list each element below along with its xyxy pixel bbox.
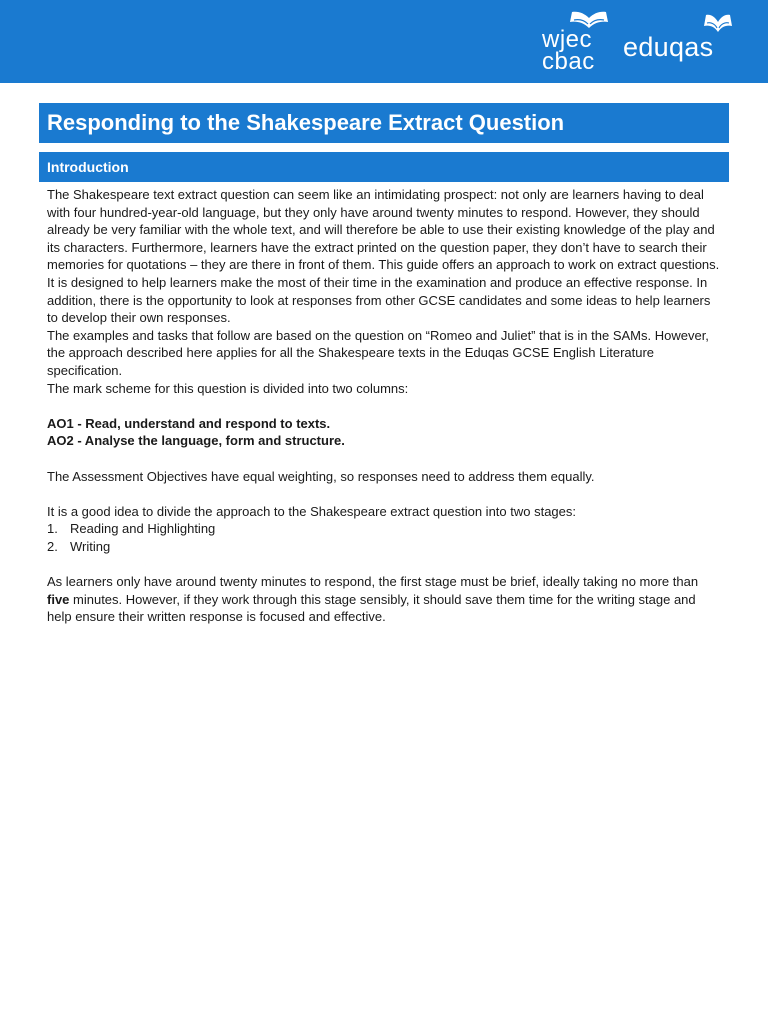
section-header (39, 152, 729, 182)
body-text (47, 186, 722, 626)
paragraph-1: The Shakespeare text extract question can seem like an intimidating prospect: not only are learners having to deal with four hundred-year-old language, but they only have around twenty minutes to respond. However, they should already be very familiar with the whole text, and will therefore be able to use their existing knowledge of the play and its characters. Furthermore, learners have the extract printed on the question paper, they don’t have to search their memories for quotations – they are there in front of them. This guide offers an approach to work on extract questions. It is designed to help learners make the most of their time in the examination and produce an effective response. In addition, there is the opportunity to look at responses from other GCSE candidates and some ideas to help learners to develop their own responses. (47, 187, 720, 326)
paragraph-6 (47, 573, 722, 626)
page-title: Responding to the Shakespeare Extract Question (47, 110, 565, 135)
paragraph-3: The mark scheme for this question is divided into two columns: (47, 380, 409, 396)
ao1-text: AO1 - Read, understand and respond to texts. (47, 415, 331, 431)
open-book-icon (703, 10, 733, 34)
paragraph-2: The examples and tasks that follow are based on the question on “Romeo and Juliet” that is in the SAMs. However, the approach described here applies for all the Shakespeare texts in the Eduqas GCSE English Literature specification. (47, 327, 709, 378)
header-bar (0, 0, 768, 83)
logo-eduqas-text: eduqas (623, 32, 714, 62)
ao2-text: AO2 - Analyse the language, form and structure. (47, 433, 345, 449)
paragraph-4: The Assessment Objectives have equal weighting, so responses need to address them equally. (47, 468, 595, 484)
wjec-cbac-logo (542, 8, 614, 76)
list-item (47, 520, 722, 538)
paragraph-6-start: As learners only have around twenty minutes to respond, the first stage must be brief, ideally taking no more than (47, 574, 699, 590)
logo-wjec-text: wjec (542, 26, 593, 53)
paragraph-6-end: minutes. However, if they work through this stage sensibly, it should save them time for the writing stage and help ensure their written response is focused and effective. (47, 591, 696, 625)
list-item (47, 538, 722, 556)
logo-cbac-text: cbac (542, 48, 595, 75)
list-item-text: Writing (70, 538, 111, 554)
list-number: 1. (47, 521, 58, 537)
list-item-text: Reading and Highlighting (70, 521, 216, 537)
list-number: 2. (47, 538, 58, 554)
eduqas-logo (623, 10, 733, 66)
section-title: Introduction (47, 159, 129, 175)
title-bar (39, 103, 729, 143)
paragraph-5: It is a good idea to divide the approach to the Shakespeare extract question into two stages: (47, 503, 577, 519)
paragraph-6-emphasis: five (47, 591, 70, 607)
